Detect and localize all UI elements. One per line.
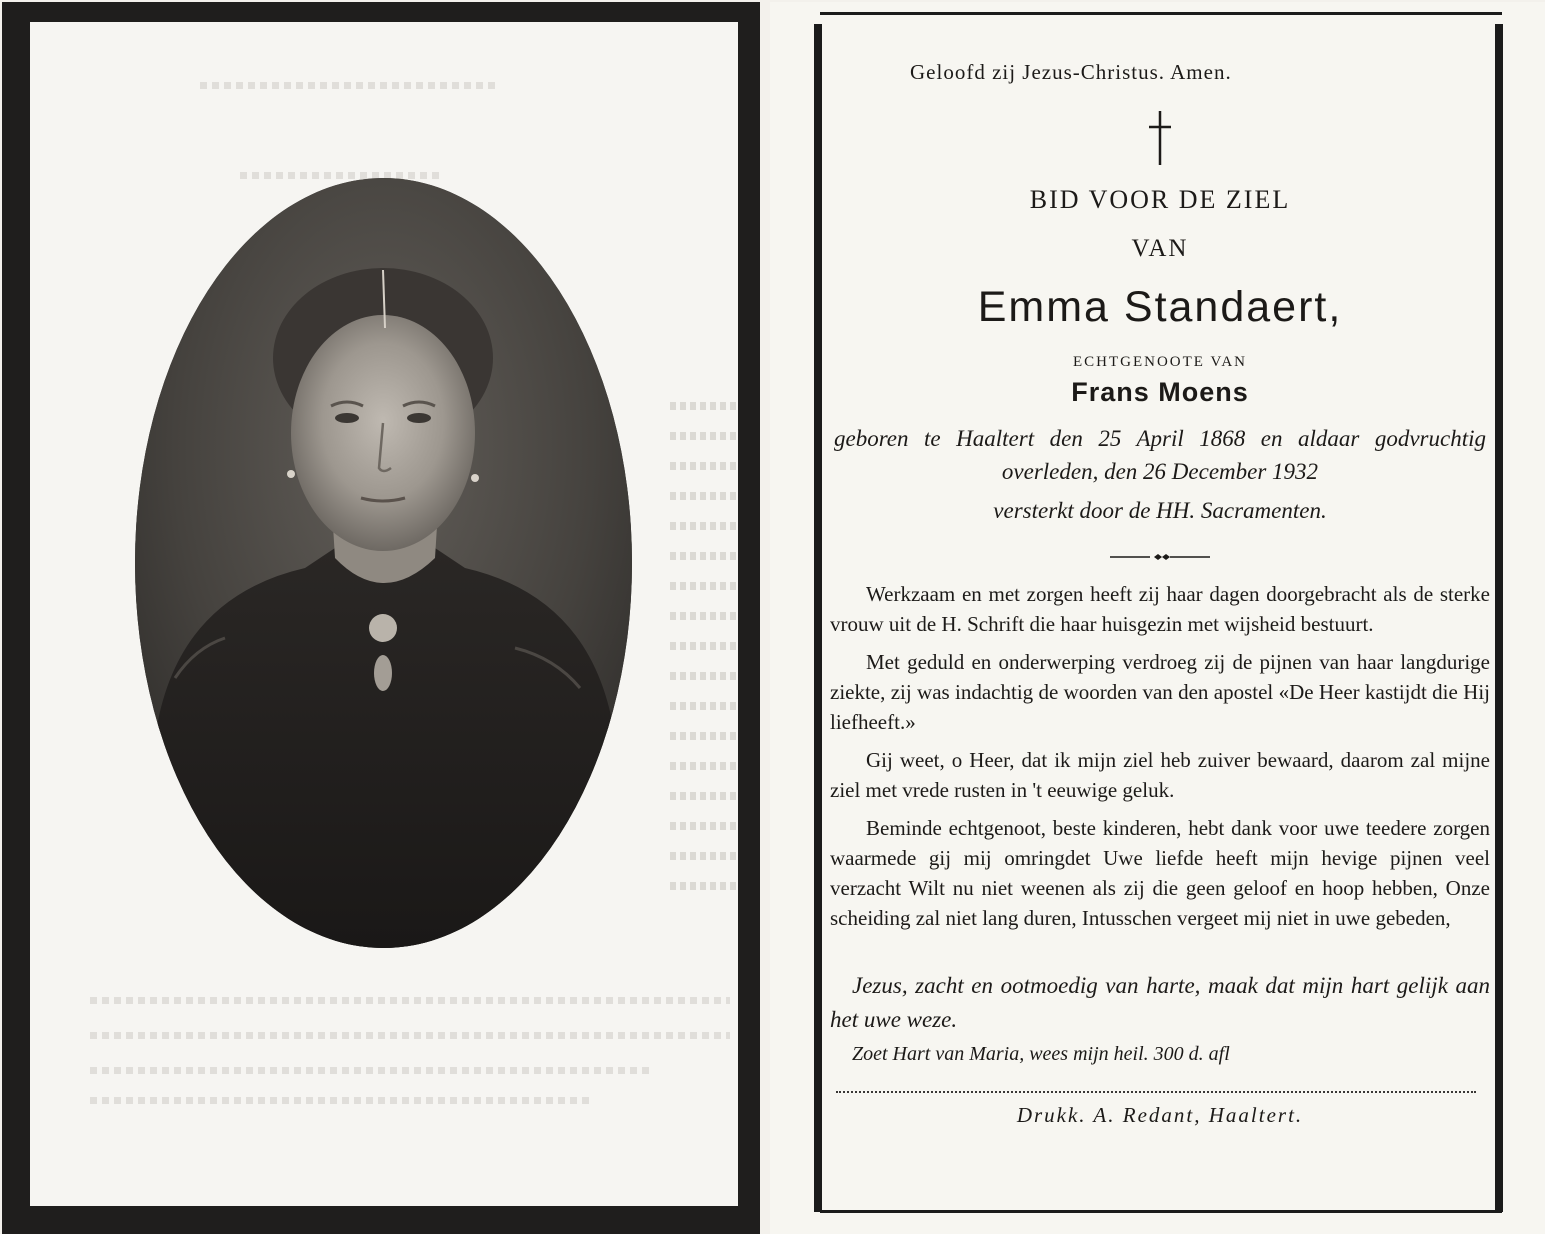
life-details: geboren te Haaltert den 25 April 1868 en aldaar godvruchtig overleden, den 26 December 1932 [834, 426, 1486, 484]
bleed-through-marks [670, 402, 738, 912]
portrait-photo [135, 178, 632, 948]
bleed-through-line [240, 172, 440, 179]
spouse-name: Frans Moens [1071, 377, 1249, 407]
spouse-label: ECHTGENOOTE VAN [1072, 354, 1248, 370]
bleed-through-line [90, 1067, 650, 1074]
card-border-bottom [820, 1210, 1502, 1213]
paragraph: Werkzaam en met zorgen heeft zij haar dagen doorgebracht als de sterke vrouw uit de H. Schrift die haar huisgezin met wijsheid bestuurt. [830, 582, 1490, 636]
indulgence-text: Zoet Hart van Maria, wees mijn heil. 300 d. afl [852, 1043, 1230, 1065]
paragraph: Beminde echtgenoot, beste kinderen, hebt dank voor uwe teedere zorgen waarmede gij mij omringdet Uwe liefde heeft mijn hevige pijnen veel verzacht Wilt nu niet weenen als zij die geen geloof en hoop hebben, Onze scheiding zal niet lang duren, Intusschen vergeet mij niet in uwe gebeden, [830, 816, 1490, 930]
dotted-separator [836, 1091, 1476, 1093]
ornament-divider-icon [1110, 549, 1210, 559]
title-line: BID VOOR DE ZIEL [1029, 185, 1291, 214]
photo-card [2, 2, 760, 1234]
sacraments-line: versterkt door de HH. Sacramenten. [993, 498, 1327, 523]
card-border-right [1495, 24, 1503, 1212]
paragraph: Met geduld en onderwerping verdroeg zij de pijnen van haar langdurige ziekte, zij was indachtig de woorden van den apostel «De Heer kastijdt die Hij liefheeft.» [830, 650, 1490, 734]
card-border-left [814, 24, 822, 1212]
bleed-through-line [200, 82, 500, 89]
paragraph: Gij weet, o Heer, dat ik mijn ziel heb zuiver bewaard, daarom zal mijne ziel met vrede rusten in 't eeuwige geluk. [830, 748, 1490, 802]
memorial-card-text [770, 2, 1545, 1234]
body-text [830, 579, 1490, 933]
card-border-top [820, 12, 1502, 15]
prayer-text: Jezus, zacht en ootmoedig van harte, maak dat mijn hart gelijk aan het uwe weze. [830, 973, 1490, 1032]
van-label: VAN [1131, 235, 1189, 262]
photo-card-paper [30, 22, 738, 1206]
portrait-photo-icon [135, 178, 632, 948]
card-header: Geloofd zij Jezus-Christus. Amen. [910, 60, 1232, 84]
card-content [830, 52, 1490, 1128]
deceased-name: Emma Standaert, [977, 283, 1343, 331]
bleed-through-line [90, 1032, 730, 1039]
bleed-through-line [90, 997, 730, 1004]
cross-icon [1135, 107, 1185, 167]
printer-credit: Drukk. A. Redant, Haaltert. [1016, 1103, 1304, 1127]
bleed-through-line [90, 1097, 590, 1104]
